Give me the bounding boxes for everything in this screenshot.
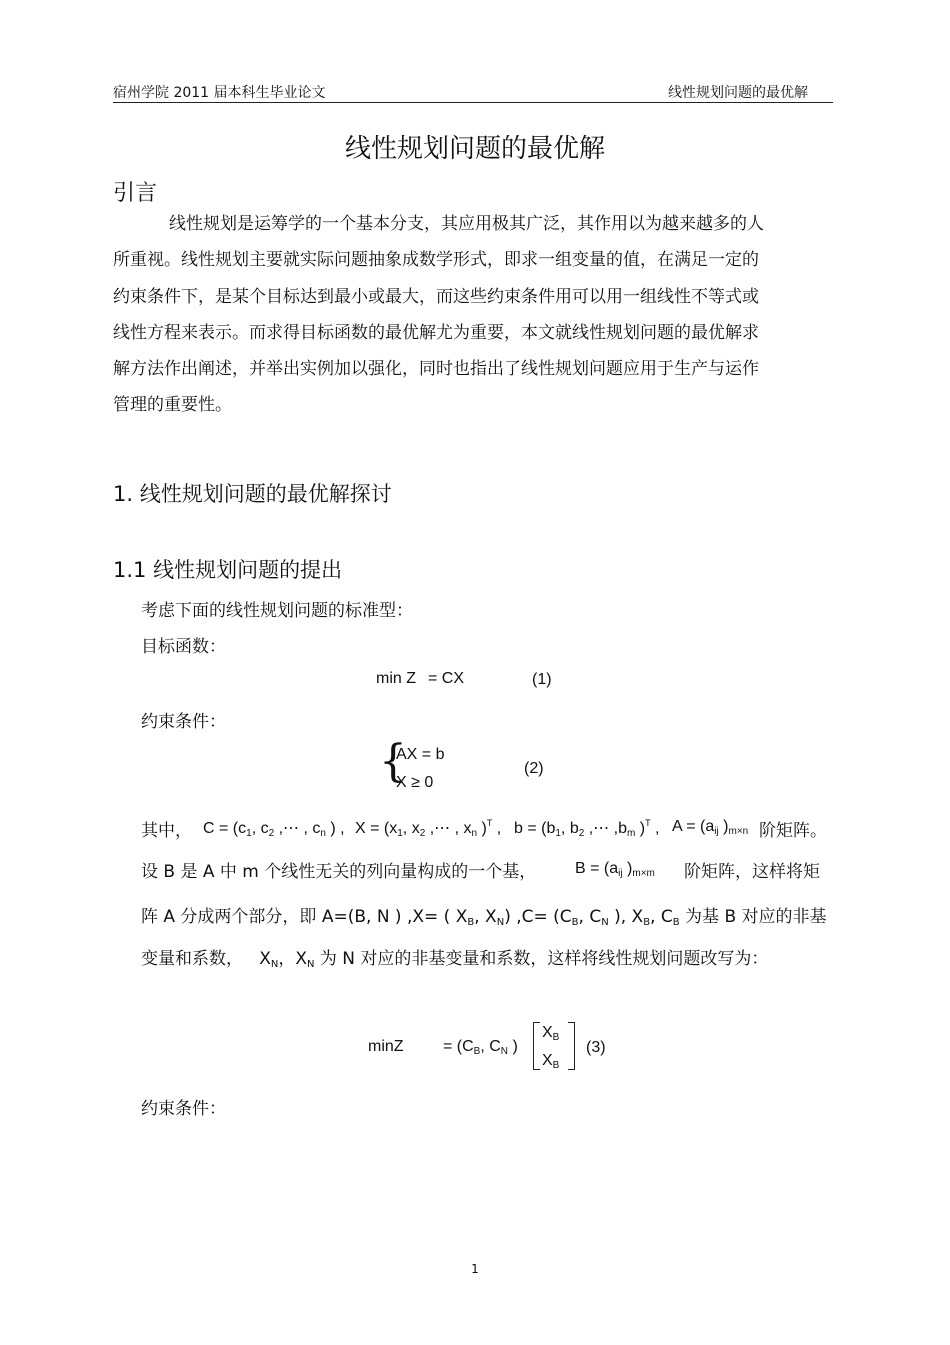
eq3-lhs: minZ: [368, 1038, 404, 1055]
brace-icon: {: [379, 736, 407, 787]
b-definition: $b = (b_1$, $b_2$ ,⋯ $,b_m$ )$^T$ ,: [514, 818, 660, 839]
eq2-row1: AX = b: [396, 746, 445, 763]
page-number: 1: [471, 1262, 479, 1276]
eq1-rhs: = CX: [428, 670, 465, 687]
eq3-number: (3): [586, 1039, 606, 1056]
where-prefix: 其中，: [141, 821, 192, 841]
xb-bottom: $X_B$: [542, 1052, 560, 1071]
intro-line: 线性方程来表示。而求得目标函数的最优解尤为重要，本文就线性规划问题的最优解求: [113, 322, 759, 343]
basis-matrix: $B = (a_{ij}$ )$_{m\times m}$: [575, 860, 655, 879]
eq1-number: (1): [532, 671, 552, 688]
intro-line: 约束条件下，是某个目标达到最小或最大，而这些约束条件用可以用一组线性不等式或: [113, 286, 759, 307]
paper-title: 线性规划问题的最优解: [344, 134, 605, 164]
section-1-heading: 1. 线性规划问题的最优解探讨: [113, 482, 392, 506]
right-bracket-icon: [568, 1022, 575, 1070]
intro-line: 解方法作出阐述，并举出实例加以强化，同时也指出了线性规划问题应用于生产与运作: [113, 359, 759, 380]
where-suffix: 阶矩阵。: [759, 821, 827, 841]
consider-text: 考虑下面的线性规划问题的标准型：: [141, 601, 413, 621]
x-definition: $X = (x_1$, $x_2$ ,⋯ , $x_n$ )$^T$ ,: [355, 818, 502, 839]
intro-paragraph: [113, 206, 803, 424]
split-line: 阵 A 分成两个部分，即 A=(B, N ) ,X= ( $X_B$, $X_N$) $,C= (C_B$, $C_N$ ), $X_B$, $C_B$ 为基 B 对应的非基: [141, 907, 827, 928]
intro-line: 所重视。线性规划主要就实际问题抽象成数学形式，即求一组变量的值，在满足一定的: [113, 250, 759, 271]
basis-text-2: 阶矩阵，这样将矩: [684, 862, 820, 882]
a-definition: $A = (a_{ij}$ )$_{m\times n}$: [672, 818, 749, 837]
objective-label: 目标函数：: [141, 637, 226, 657]
var-line: 变量和系数， $X_N$，$X_N$ 为 N 对应的非基变量和系数，这样将线性规划问题改写为：: [141, 949, 769, 970]
basis-text: 设 B 是 A 中 m 个线性无关的列向量构成的一个基，: [141, 862, 537, 882]
intro-line: 管理的重要性。: [113, 395, 232, 416]
xb-top: $X_B$: [542, 1024, 560, 1043]
left-bracket-icon: [533, 1022, 540, 1070]
header-left: 宿州学院 2011 届本科生毕业论文: [113, 85, 326, 101]
eq3-rhs: = ($C_B$, $C_N$ ): [443, 1038, 518, 1057]
eq1-lhs: min Z: [376, 670, 416, 687]
eq2-number: (2): [524, 760, 544, 777]
c-definition: $C = (c_1$, $c_2$ ,⋯ , $c_n$ ) ,: [203, 820, 345, 839]
eq2-row2: X ≥ 0: [396, 774, 434, 791]
section-1-1-heading: 1.1 线性规划问题的提出: [113, 558, 343, 582]
header-rule: [113, 102, 833, 103]
constraint-label: 约束条件：: [141, 712, 226, 732]
intro-line: 线性规划是运筹学的一个基本分支，其应用极其广泛，其作用以为越来越多的人: [169, 214, 764, 234]
header-right: 线性规划问题的最优解: [668, 85, 808, 101]
intro-heading: 引言: [113, 181, 158, 206]
constraint-label-2: 约束条件：: [141, 1099, 226, 1119]
